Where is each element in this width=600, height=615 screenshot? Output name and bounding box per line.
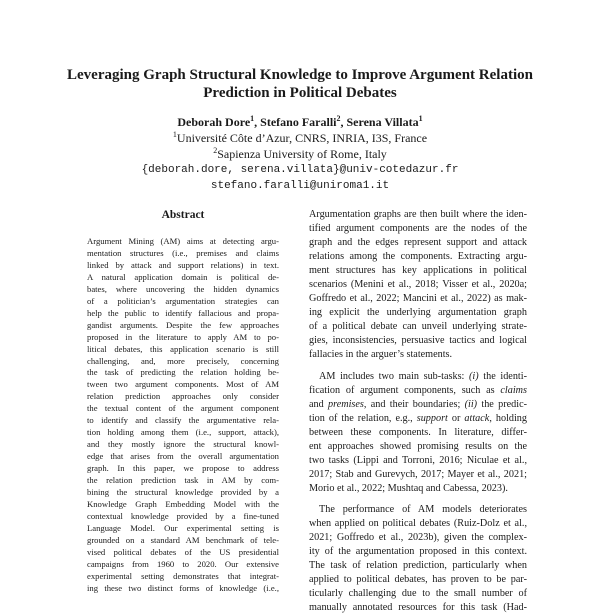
- text-line: tified argument components are the nodes of the: [309, 223, 527, 235]
- text-line: the textual content of the argument component: [87, 403, 279, 414]
- text-line: linked by attack and support relations) in text.: [87, 259, 279, 270]
- text-line: Argumentation graphs are then built where the iden-: [309, 209, 527, 220]
- text-line: fication of argument components, such as claims: [309, 384, 527, 396]
- text-line: edge that arises from the overall argumentation: [87, 451, 279, 462]
- text-line: challenging, and, more precisely, concerning: [87, 355, 279, 366]
- text-line: scenarios (Menini et al., 2018; Visser et al., 2020a;: [309, 279, 527, 291]
- text-line: vised political debates of the US presidential: [87, 546, 279, 557]
- text-line: The task of relation prediction, particularly when: [309, 560, 527, 572]
- text-line: ity of the argumentation proposed in this context.: [309, 546, 527, 558]
- author-affiliation-mark: 1: [418, 114, 423, 123]
- text-line: Knowledge Graph Embedding Model with the: [87, 498, 279, 509]
- text-line: A natural application domain is political de-: [87, 271, 279, 282]
- text-line: two tasks (Lippi and Torroni, 2016; Niculae et al.,: [309, 454, 527, 466]
- body-paragraph: [309, 208, 527, 363]
- text-line: ticularly challenging due to the small number of: [309, 588, 527, 600]
- text-line: relations among the components. Extracting argu-: [309, 251, 527, 263]
- author-name: Serena Villata: [346, 115, 419, 129]
- text-line: gies, inconsistencies, persuasive tactics and logical: [309, 335, 527, 347]
- text-line: bining the structural knowledge provided by a: [87, 487, 279, 498]
- text-line: ing explicit the underlying argumentation graph: [309, 307, 527, 319]
- text-line: and premises, and their boundaries; (ii) the predic-: [309, 398, 527, 410]
- text-line: 2021; Goffredo et al., 2023b), given the complex-: [309, 532, 527, 544]
- text-line: the relation prediction task in AM by com-: [87, 475, 279, 486]
- text-line: grounded on a standard AM benchmark of tele-: [87, 534, 279, 545]
- body-paragraph: [309, 503, 527, 615]
- text-line: Argument Mining (AM) aims at detecting argu-: [87, 236, 279, 246]
- text-line: the task of predicting the relation holding be-: [87, 367, 279, 378]
- paper-title-line: Prediction in Political Debates: [203, 85, 397, 101]
- author-names: Deborah Dore$^1$, Stefano Faralli$^2$, Serena Villata$^1$: [177, 114, 423, 129]
- text-line: help the public to identify fallacious and propa-: [87, 307, 279, 318]
- abstract-text: [87, 236, 279, 595]
- text-line: 2017; Stab and Gurevych, 2017; Mayer et al., 2021;: [309, 468, 527, 480]
- text-line: tion holding among them (i.e., support, attack),: [87, 427, 279, 438]
- text-line: gandist arguments. Despite the few approaches: [87, 319, 279, 330]
- text-line: when applied on political debates (Ruiz-Dolz et al.,: [309, 517, 527, 529]
- affiliation: $^1$Université Côte d’Azur, CNRS, INRIA, I3S, France: [172, 130, 428, 145]
- text-line: graph and the edges represent support and attack: [309, 237, 527, 249]
- text-line: applied to political debates, has proven to be par-: [309, 574, 527, 586]
- text-line: graph. In this paper, we propose to address: [87, 463, 279, 474]
- text-line: relation prediction approaches only consider: [87, 391, 279, 402]
- text-line: contextual knowledge provided by a fine-tuned: [87, 510, 279, 521]
- text-line: ing these two distinct forms of knowledge (i.e.,: [87, 582, 279, 593]
- text-line: experimental setting demonstrates that integrat-: [87, 570, 279, 581]
- author-name: Stefano Faralli: [260, 115, 337, 129]
- text-line: tween two argument components. Most of AM: [87, 379, 279, 390]
- introduction-text: [309, 208, 527, 615]
- author-name: Deborah Dore: [177, 115, 251, 129]
- text-line: Goffredo et al., 2022; Mancini et al., 2022) as mak-: [309, 293, 527, 305]
- text-line: between these components. In literature, differ-: [309, 426, 527, 438]
- author-affiliation-mark: 1: [250, 114, 255, 123]
- text-line: fallacies in the arguer’s statements.: [309, 349, 453, 361]
- text-line: Language Model. Our experimental setting is: [87, 522, 279, 533]
- text-line: AM includes two main sub-tasks: (i) the identi-: [319, 370, 527, 382]
- text-line: litical debates, this application scenario is still: [87, 343, 279, 354]
- text-line: bates, where uncovering the hidden dynamics: [87, 283, 279, 294]
- text-line: to identify and classify the argumentative rela-: [87, 415, 279, 426]
- text-line: campaigns from 1960 to 2020. Our extensive: [87, 558, 279, 569]
- body-paragraph: [309, 370, 527, 496]
- text-line: proposed in the literature to apply AM to po-: [87, 331, 279, 342]
- text-line: of a political debate can unveil underlying strate-: [309, 321, 527, 333]
- author-affiliation-mark: 2: [336, 114, 341, 123]
- affiliation: $^2$Sapienza University of Rome, Italy: [213, 146, 387, 161]
- abstract-heading: Abstract: [161, 209, 205, 221]
- author-email: stefano.faralli@uniroma1.it: [210, 180, 390, 192]
- text-line: and they mostly ignore the structural knowl-: [87, 439, 279, 450]
- author-block: [40, 114, 560, 194]
- paper-title: [40, 66, 560, 102]
- text-line: mentation structures (i.e., premises and claims: [87, 247, 279, 258]
- text-line: tion of the relation, e.g., support or attack, holding: [309, 412, 527, 424]
- text-line: Morio et al., 2022; Mushtaq and Cabessa, 2023).: [309, 482, 508, 494]
- text-line: manually annotated resources for this task (Had-: [309, 602, 527, 614]
- text-line: of a politician’s argumentation strategies can: [87, 295, 279, 306]
- text-line: ent approaches showed promising results on the: [309, 440, 527, 452]
- paper-title-line: Leveraging Graph Structural Knowledge to Improve Argument Relation: [67, 67, 533, 83]
- text-line: ment structures has key applications in political: [309, 265, 527, 277]
- text-line: The performance of AM models deteriorates: [319, 503, 527, 515]
- author-email: {deborah.dore, serena.villata}@univ-cotedazur.fr: [141, 164, 459, 176]
